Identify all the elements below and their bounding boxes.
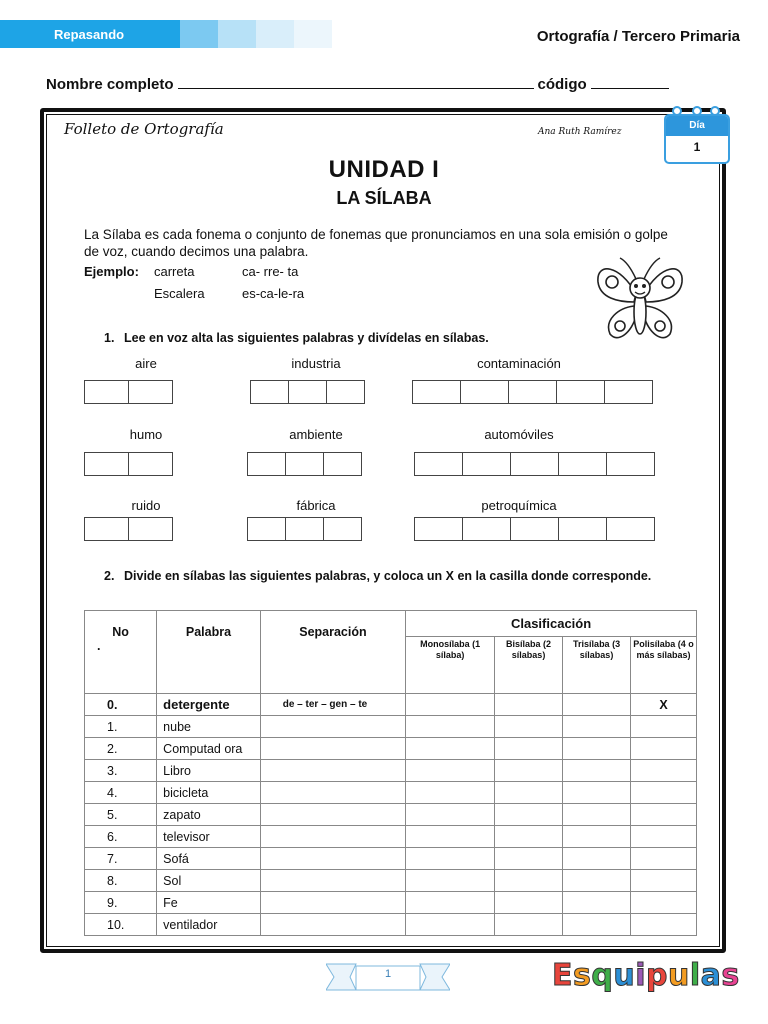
logo-letter: a — [700, 958, 722, 993]
example-word: carreta — [154, 264, 195, 279]
logo-letter: i — [635, 958, 646, 993]
row-word: Sol — [157, 870, 261, 892]
row-tri-cell[interactable] — [563, 826, 631, 848]
syllable-box[interactable] — [129, 381, 172, 403]
exercise1-word: ruido — [131, 498, 161, 513]
row-tri-cell[interactable] — [563, 870, 631, 892]
table-row — [85, 804, 697, 826]
row-poli-cell[interactable] — [631, 914, 697, 936]
row-bi-cell[interactable] — [495, 782, 563, 804]
table-row — [85, 870, 697, 892]
row-tri-cell[interactable] — [563, 694, 631, 716]
row-separation-cell[interactable] — [260, 760, 405, 782]
row-poli-cell[interactable] — [631, 870, 697, 892]
row-separation-cell[interactable] — [260, 870, 405, 892]
row-tri-cell[interactable] — [563, 804, 631, 826]
row-number: 4. — [85, 782, 157, 804]
row-mono-cell[interactable] — [406, 694, 495, 716]
row-poli-cell[interactable] — [631, 804, 697, 826]
row-tri-cell[interactable] — [563, 848, 631, 870]
row-mono-cell[interactable] — [406, 782, 495, 804]
row-number: 5. — [85, 804, 157, 826]
row-bi-cell[interactable] — [495, 716, 563, 738]
name-label: Nombre completo — [46, 76, 174, 93]
table-row — [85, 738, 697, 760]
row-bi-cell[interactable] — [495, 826, 563, 848]
syllable-boxes — [84, 380, 173, 404]
row-word: Libro — [157, 760, 261, 782]
syllable-box[interactable] — [607, 518, 654, 540]
row-separation-cell[interactable] — [260, 848, 405, 870]
header-no — [85, 611, 157, 694]
row-poli-cell[interactable] — [631, 892, 697, 914]
row-mono-cell[interactable] — [406, 716, 495, 738]
exercise1-word: aire — [135, 356, 157, 371]
example-word: Escalera — [154, 286, 205, 301]
exercise1-word: fábrica — [296, 498, 336, 513]
header-no-label: No — [112, 625, 129, 639]
header-bisilaba: Bisílaba (2 sílabas) — [495, 637, 563, 694]
syllable-box[interactable] — [559, 518, 607, 540]
table-row — [85, 848, 697, 870]
header-clasificacion: Clasificación — [406, 611, 697, 637]
exercise1-word: automóviles — [484, 427, 554, 442]
exercise1-word: contaminación — [477, 356, 561, 371]
row-bi-cell[interactable] — [495, 804, 563, 826]
syllable-box[interactable] — [415, 518, 463, 540]
row-number: 2. — [85, 738, 157, 760]
syllable-box[interactable] — [607, 453, 654, 475]
unit-title: UNIDAD I — [328, 156, 440, 183]
row-separation-cell[interactable] — [260, 738, 405, 760]
header-palabra: Palabra — [157, 611, 261, 694]
table-row — [85, 892, 697, 914]
exercise1-word: industria — [291, 356, 341, 371]
syllable-box[interactable] — [251, 381, 289, 403]
exercise1-text: Lee en voz alta las siguientes palabras y divídelas en sílabas. — [124, 331, 489, 345]
row-word: televisor — [157, 826, 261, 848]
row-word: zapato — [157, 804, 261, 826]
row-mono-cell[interactable] — [406, 870, 495, 892]
row-poli-cell[interactable]: X — [631, 694, 697, 716]
exercise1-word: humo — [129, 427, 163, 442]
row-mono-cell[interactable] — [406, 826, 495, 848]
esquipulas-logo — [552, 958, 740, 993]
exercise1-word: petroquímica — [481, 498, 557, 513]
row-mono-cell[interactable] — [406, 848, 495, 870]
row-separation-cell[interactable] — [260, 826, 405, 848]
syllable-box[interactable] — [511, 453, 559, 475]
syllable-box[interactable] — [413, 381, 461, 403]
header-trisilaba: Trisílaba (3 sílabas) — [563, 637, 631, 694]
row-number: 6. — [85, 826, 157, 848]
syllable-boxes — [247, 517, 362, 541]
table-row — [85, 826, 697, 848]
syllable-box[interactable] — [286, 518, 324, 540]
row-number: 7. — [85, 848, 157, 870]
syllable-box[interactable] — [129, 453, 172, 475]
syllable-box[interactable] — [463, 518, 511, 540]
exercise1-word: ambiente — [289, 427, 343, 442]
example-split: ca- rre- ta — [242, 264, 299, 279]
syllable-box[interactable] — [324, 518, 361, 540]
classification-table — [84, 610, 697, 936]
syllable-box[interactable] — [289, 381, 327, 403]
band-label: Repasando — [0, 20, 180, 48]
row-poli-cell[interactable] — [631, 782, 697, 804]
row-bi-cell[interactable] — [495, 738, 563, 760]
row-word: Sofá — [157, 848, 261, 870]
row-bi-cell[interactable] — [495, 892, 563, 914]
syllable-boxes — [414, 452, 655, 476]
row-mono-cell[interactable] — [406, 914, 495, 936]
syllable-box[interactable] — [509, 381, 557, 403]
syllable-box[interactable] — [461, 381, 509, 403]
row-bi-cell[interactable] — [495, 694, 563, 716]
page-number: 1 — [384, 968, 392, 980]
table-row-example — [85, 694, 697, 716]
name-field[interactable] — [178, 74, 534, 89]
row-number: 8. — [85, 870, 157, 892]
row-mono-cell[interactable] — [406, 738, 495, 760]
row-tri-cell[interactable] — [563, 738, 631, 760]
syllable-boxes — [84, 452, 173, 476]
row-word: Computad ora — [157, 738, 261, 760]
table-row — [85, 782, 697, 804]
day-label: Día — [666, 116, 728, 136]
row-bi-cell[interactable] — [495, 870, 563, 892]
folleto-title: Folleto de Ortografía — [64, 120, 224, 138]
syllable-boxes — [414, 517, 655, 541]
name-row — [46, 74, 726, 93]
syllable-box[interactable] — [511, 518, 559, 540]
logo-letter: s — [573, 958, 592, 993]
intro-text: La Sílaba es cada fonema o conjunto de fonemas que pronunciamos en una sola emisión o golpe de voz, cuando decimos una palabra. — [84, 227, 668, 259]
table-row — [85, 760, 697, 782]
header-band — [0, 20, 332, 48]
band-stripe — [294, 20, 332, 48]
syllable-box[interactable] — [605, 381, 652, 403]
row-number: 9. — [85, 892, 157, 914]
exercise2-number: 2. — [104, 569, 115, 583]
syllable-box[interactable] — [463, 453, 511, 475]
row-mono-cell[interactable] — [406, 892, 495, 914]
header-monosilaba: Monosílaba (1 sílaba) — [406, 637, 495, 694]
header-no-dot: . — [97, 639, 101, 653]
row-poli-cell[interactable] — [631, 760, 697, 782]
row-poli-cell[interactable] — [631, 738, 697, 760]
course-title: Ortografía / Tercero Primaria — [536, 28, 740, 45]
row-poli-cell[interactable] — [631, 848, 697, 870]
day-value: 1 — [693, 140, 701, 154]
band-stripe — [218, 20, 256, 48]
syllable-box[interactable] — [327, 381, 364, 403]
syllable-box[interactable] — [557, 381, 605, 403]
row-word: nube — [157, 716, 261, 738]
syllable-boxes — [412, 380, 653, 404]
row-number: 0. — [85, 694, 157, 716]
row-number: 10. — [85, 914, 157, 936]
syllable-box[interactable] — [324, 453, 361, 475]
syllable-box[interactable] — [85, 381, 129, 403]
logo-letter: l — [689, 958, 701, 993]
syllable-boxes — [247, 452, 362, 476]
exercise2-text: Divide en sílabas las siguientes palabras, y coloca un X en la casilla donde corresponde. — [124, 569, 652, 583]
syllable-box[interactable] — [248, 518, 286, 540]
row-tri-cell[interactable] — [563, 892, 631, 914]
row-separation-cell[interactable] — [260, 892, 405, 914]
band-stripe — [180, 20, 218, 48]
syllable-box[interactable] — [286, 453, 324, 475]
band-stripe — [256, 20, 294, 48]
example-label: Ejemplo: — [84, 264, 139, 279]
logo-letter: p — [646, 958, 668, 993]
row-poli-cell[interactable] — [631, 716, 697, 738]
code-label: código — [537, 76, 587, 93]
syllable-boxes — [84, 517, 173, 541]
example-split: es-ca-le-ra — [242, 286, 305, 301]
row-poli-cell[interactable] — [631, 826, 697, 848]
row-separation-cell[interactable] — [260, 716, 405, 738]
syllable-box[interactable] — [415, 453, 463, 475]
table-row — [85, 914, 697, 936]
row-word: bicicleta — [157, 782, 261, 804]
row-bi-cell[interactable] — [495, 848, 563, 870]
syllable-boxes — [250, 380, 365, 404]
row-mono-cell[interactable] — [406, 804, 495, 826]
table-row — [85, 716, 697, 738]
row-separation-cell[interactable] — [260, 804, 405, 826]
row-word: ventilador — [157, 914, 261, 936]
row-separation-cell[interactable] — [260, 914, 405, 936]
unit-subtitle: LA SÍLABA — [336, 188, 432, 208]
row-word: Fe — [157, 892, 261, 914]
syllable-box[interactable] — [85, 518, 129, 540]
logo-letter: u — [613, 958, 636, 993]
header-polisilaba: Polisílaba (4 o más sílabas) — [631, 637, 697, 694]
syllable-box[interactable] — [248, 453, 286, 475]
syllable-box[interactable] — [85, 453, 129, 475]
row-number: 3. — [85, 760, 157, 782]
code-field[interactable] — [591, 74, 669, 89]
row-word: detergente — [157, 694, 261, 716]
exercise1-number: 1. — [104, 331, 115, 345]
row-number: 1. — [85, 716, 157, 738]
row-bi-cell[interactable] — [495, 914, 563, 936]
syllable-box[interactable] — [559, 453, 607, 475]
logo-letter: q — [591, 958, 614, 993]
syllable-box[interactable] — [129, 518, 172, 540]
row-tri-cell[interactable] — [563, 716, 631, 738]
row-mono-cell[interactable] — [406, 760, 495, 782]
header-separacion: Separación — [260, 611, 405, 694]
row-tri-cell[interactable] — [563, 914, 631, 936]
row-bi-cell[interactable] — [495, 760, 563, 782]
author-signature: Ana Ruth Ramírez — [538, 127, 622, 137]
logo-letter: u — [667, 958, 690, 993]
logo-letter: s — [721, 958, 740, 993]
row-separation: de – ter – gen – te — [260, 694, 405, 716]
row-tri-cell[interactable] — [563, 782, 631, 804]
row-tri-cell[interactable] — [563, 760, 631, 782]
row-separation-cell[interactable] — [260, 782, 405, 804]
logo-letter: E — [552, 958, 573, 993]
